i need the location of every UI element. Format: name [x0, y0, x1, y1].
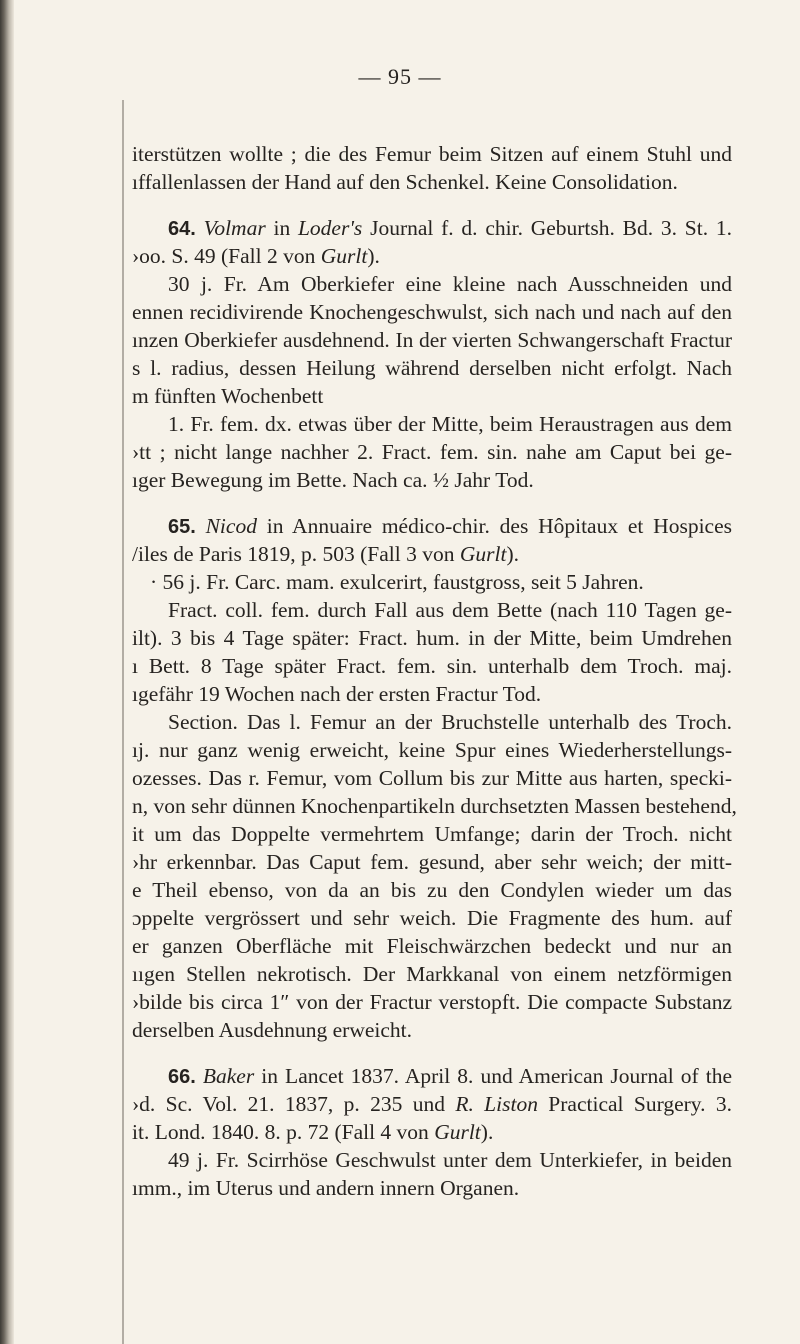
text-run: in: [265, 216, 298, 240]
text-line: [132, 1016, 732, 1044]
text-line: [132, 298, 732, 326]
text-line: [132, 466, 732, 494]
text-run: m fünften Wochenbett: [132, 384, 324, 408]
text-line: [168, 410, 732, 438]
text-line: [132, 140, 732, 168]
text-run: Journal f. d. chir. Geburtsh. Bd. 3. St. 1.: [362, 216, 732, 240]
italic-name: R. Liston: [455, 1092, 538, 1116]
text-run: it um das Doppelte vermehrtem Umfange; darin der Troch. nicht: [132, 822, 732, 846]
text-line: [168, 270, 732, 298]
text-line: [168, 596, 732, 624]
page-number: — 95 —: [358, 64, 442, 89]
text-run: Section. Das l. Femur an der Bruchstelle unterhalb des Troch.: [168, 710, 732, 734]
text-line: [132, 1090, 732, 1118]
text-line: [132, 652, 732, 680]
text-line: [132, 904, 732, 932]
text-run: · 56 j. Fr. Carc. mam. exulcerirt, faustgross, seit 5 Jahren.: [150, 570, 644, 594]
text-run: 49 j. Fr. Scirrhöse Geschwulst unter dem Unterkiefer, in beiden: [168, 1148, 732, 1172]
text-run: Fract. coll. fem. durch Fall aus dem Bette (nach 110 Tagen ge-: [168, 598, 732, 622]
text-line: [132, 326, 732, 354]
text-run: ilt). 3 bis 4 Tage später: Fract. hum. in der Mitte, beim Umdrehen: [132, 626, 732, 650]
text-run: iterstützen wollte ; die des Femur beim Sitzen auf einem Stuhl und: [132, 142, 732, 166]
text-run: ımm., im Uterus und andern innern Organen.: [132, 1176, 520, 1200]
italic-name: Nicod: [205, 514, 257, 538]
text-line: [132, 1174, 732, 1202]
text-run: in Annuaire médico-chir. des Hôpitaux et Hospices: [256, 514, 732, 538]
text-run: n, von sehr dünnen Knochenpartikeln durchsetzten Massen bestehend,: [132, 794, 737, 818]
text-run: ıgefähr 19 Wochen nach der ersten Fractur Tod.: [132, 682, 542, 706]
text-run: ›oo. S. 49 (Fall 2 von: [132, 244, 321, 268]
text-run: ıger Bewegung im Bette. Nach ca. ½ Jahr Tod.: [132, 468, 534, 492]
text-run: ).: [506, 542, 519, 566]
italic-name: Gurlt: [459, 542, 507, 566]
text-line: [168, 1146, 732, 1174]
italic-name: Loder's: [297, 216, 363, 240]
text-run: ozesses. Das r. Femur, vom Collum bis zur Mitte aus harten, specki-: [132, 766, 732, 790]
text-line: [150, 568, 732, 596]
text-run: s l. radius, dessen Heilung während derselben nicht erfolgt. Nach: [132, 356, 732, 380]
text-line: [132, 1118, 732, 1146]
text-line: [132, 354, 732, 382]
text-run: in Lancet 1837. April 8. und American Journal of the: [254, 1064, 732, 1088]
text-line: [132, 820, 732, 848]
entry-number: 64.: [168, 218, 196, 240]
text-run: ı Bett. 8 Tage später Fract. fem. sin. unterhalb dem Troch. maj.: [132, 654, 732, 678]
text-run: 1. Fr. fem. dx. etwas über der Mitte, beim Heraustragen aus dem: [168, 412, 732, 436]
text-run: [196, 1064, 203, 1088]
text-line: [132, 438, 732, 466]
text-run: 30 j. Fr. Am Oberkiefer eine kleine nach Ausschneiden und: [168, 272, 732, 296]
text-run: ).: [367, 244, 380, 268]
page-edge-line: [122, 100, 124, 1344]
text-run: derselben Ausdehnung erweicht.: [132, 1018, 413, 1042]
text-line: [132, 960, 732, 988]
italic-name: Baker: [202, 1064, 255, 1088]
text-run: Practical Surgery. 3.: [537, 1092, 733, 1116]
entry-64-heading: [168, 214, 732, 243]
text-run: ›bilde bis circa 1″ von der Fractur verstopft. Die compacte Substanz: [132, 990, 732, 1014]
text-line: [132, 932, 732, 960]
text-run: e Theil ebenso, von da an bis zu den Condylen wieder um das: [132, 878, 732, 902]
text-run: ›tt ; nicht lange nachher 2. Fract. fem. sin. nahe am Caput bei ge-: [132, 440, 732, 464]
text-run: ıj. nur ganz wenig erweicht, keine Spur eines Wiederherstellungs-: [132, 738, 732, 762]
text-line: [132, 792, 737, 820]
book-gutter-shadow: [0, 0, 14, 1344]
text-line: [132, 680, 732, 708]
text-line: [132, 168, 732, 196]
text-line: [132, 764, 732, 792]
entry-65-heading: [168, 512, 732, 541]
entry-66-heading: [168, 1062, 732, 1091]
entry-number: 66.: [168, 1066, 196, 1088]
text-run: ›d. Sc. Vol. 21. 1837, p. 235 und: [132, 1092, 456, 1116]
text-run: ).: [480, 1120, 494, 1144]
text-run: ›hr erkennbar. Das Caput fem. gesund, aber sehr weich; der mitt-: [132, 850, 732, 874]
text-run: er ganzen Oberfläche mit Fleischwärzchen bedeckt und nur an: [132, 934, 732, 958]
text-line: [132, 848, 732, 876]
italic-name: Gurlt: [320, 244, 368, 268]
text-line: [132, 540, 732, 568]
text-line: [132, 624, 732, 652]
text-run: [196, 514, 206, 538]
italic-name: Gurlt: [434, 1120, 481, 1144]
text-run: ıffallenlassen der Hand auf den Schenkel. Keine Consolidation.: [132, 170, 678, 194]
text-run: ennen recidivirende Knochengeschwulst, sich nach und nach auf den: [132, 300, 732, 324]
text-run: ɔppelte vergrössert und sehr weich. Die Fragmente des hum. auf: [132, 906, 732, 930]
text-run: [196, 216, 204, 240]
text-line: [132, 876, 732, 904]
text-run: it. Lond. 1840. 8. p. 72 (Fall 4 von: [132, 1120, 435, 1144]
text-line: [132, 382, 732, 410]
text-run: /iles de Paris 1819, p. 503 (Fall 3 von: [132, 542, 460, 566]
entry-number: 65.: [168, 516, 196, 538]
text-line: [132, 736, 732, 764]
text-line: [132, 242, 732, 270]
italic-name: Volmar: [203, 216, 266, 240]
text-run: ınzen Oberkiefer ausdehnend. In der vierten Schwangerschaft Fractur: [132, 328, 732, 352]
text-line: [168, 708, 732, 736]
text-line: [132, 988, 732, 1016]
text-run: ııgen Stellen nekrotisch. Der Markkanal von einem netzförmigen: [132, 962, 732, 986]
